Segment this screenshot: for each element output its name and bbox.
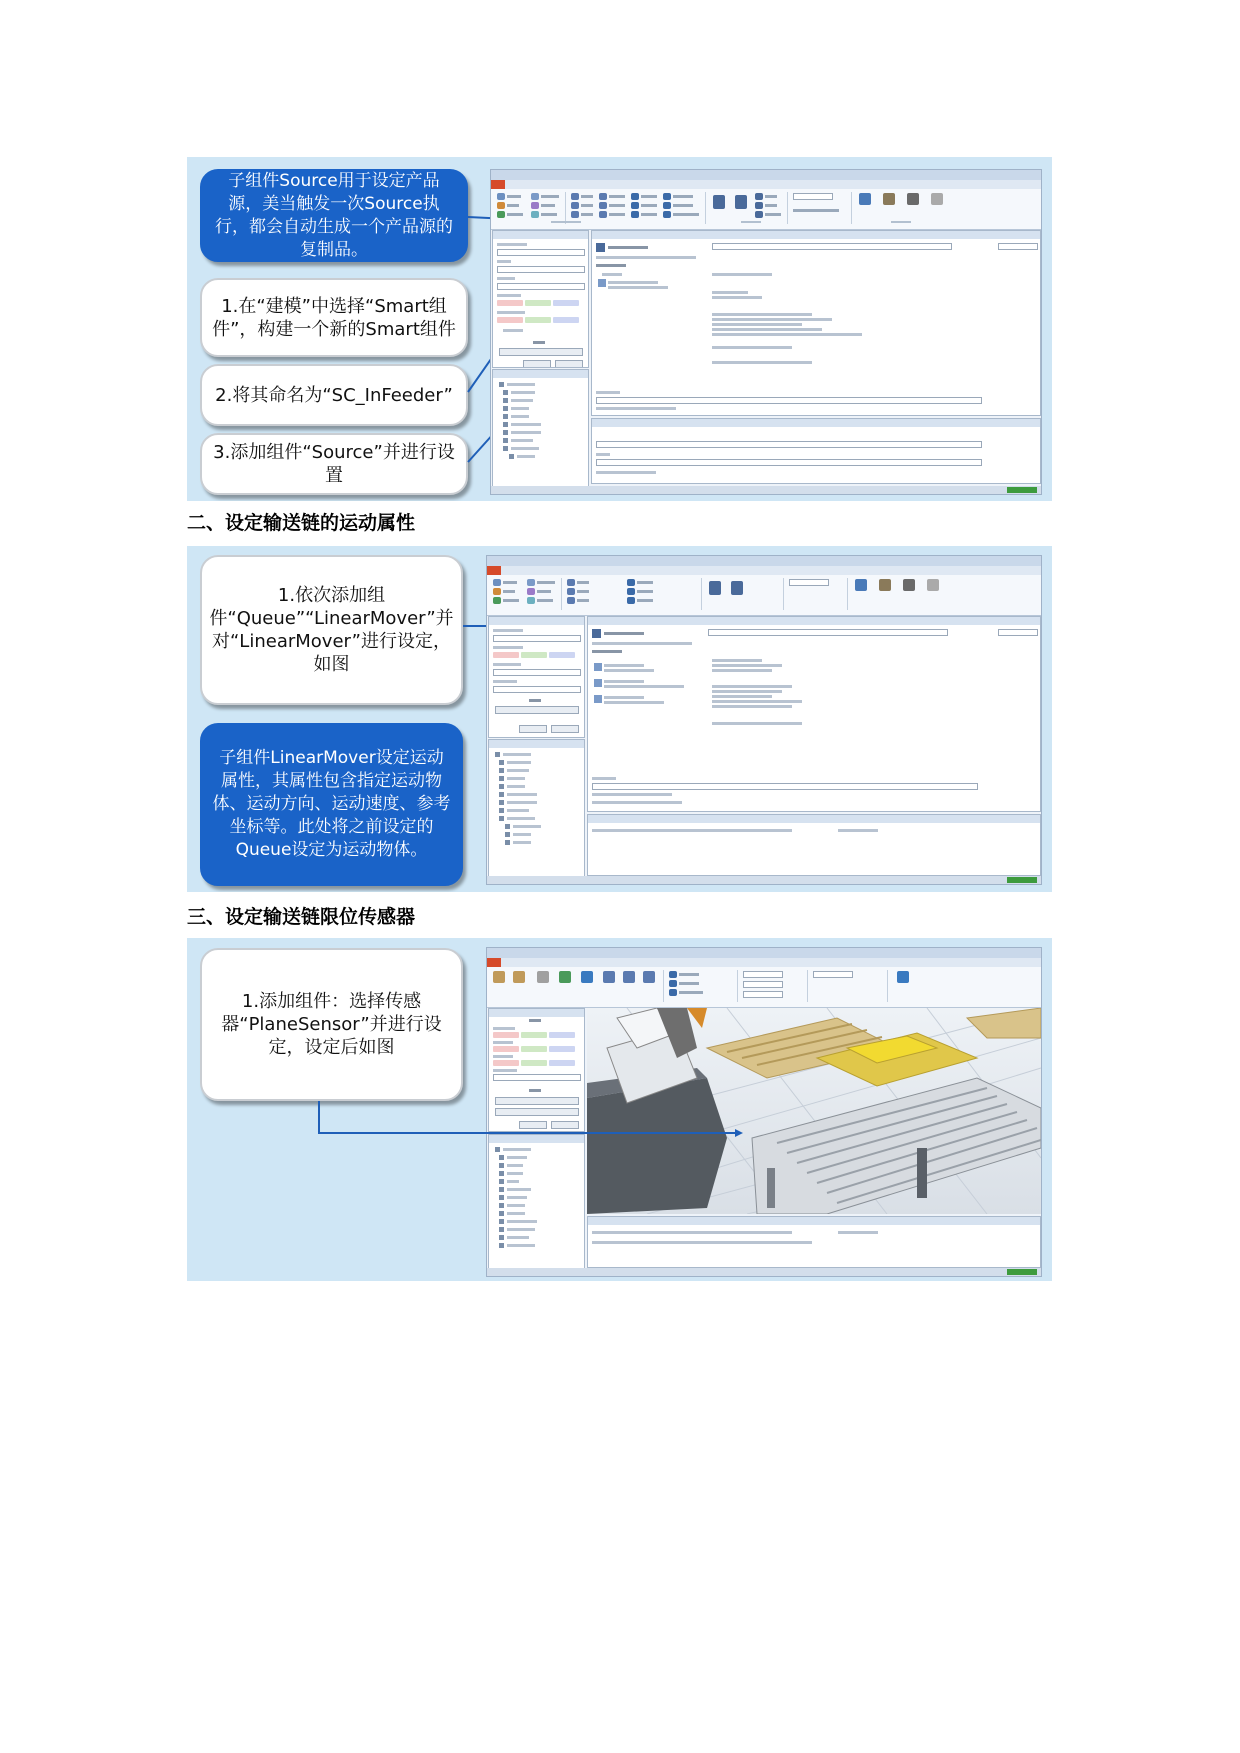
execute-button[interactable] <box>499 348 583 356</box>
step3-callout: 3.添加组件“Source”并进行设置 <box>200 433 468 495</box>
section-heading-3: 三、设定输送链限位传感器 <box>187 906 416 928</box>
close-button[interactable] <box>551 725 579 733</box>
ribbon-toolbar <box>491 189 1041 230</box>
execute-button[interactable] <box>495 706 579 714</box>
figure-3 <box>187 938 1052 1281</box>
ribbon-toolbar <box>487 575 1041 616</box>
file-tab[interactable] <box>491 180 505 189</box>
ribbon-tab[interactable] <box>532 566 546 575</box>
window-titlebar <box>491 170 1041 180</box>
close-button[interactable] <box>555 360 583 368</box>
figure-2 <box>187 546 1052 892</box>
window-titlebar <box>487 556 1041 566</box>
status-bar <box>491 486 1041 494</box>
apply-button[interactable] <box>519 725 547 733</box>
ribbon-tab[interactable] <box>507 180 521 189</box>
ribbon-tab[interactable] <box>536 180 550 189</box>
ribbon-tab[interactable] <box>516 566 530 575</box>
ribbon-tab[interactable] <box>546 566 560 575</box>
linearmover-callout: 子组件LinearMover设定运动属性，其属性包含指定运动物体、运动方向、运动速度、参考坐标等。此处将之前设定的Queue设定为运动物体。 <box>200 723 463 886</box>
output-panel <box>591 418 1041 484</box>
ribbon-tab[interactable] <box>520 180 534 189</box>
step1-callout: 1.依次添加组件“Queue”“LinearMover”并对“LinearMover”进行设定，如图 <box>200 555 463 705</box>
properties-panel <box>488 616 585 738</box>
file-tab[interactable] <box>487 566 501 575</box>
ribbon-tab[interactable] <box>503 566 517 575</box>
step2-callout: 2.将其命名为“SC_InFeeder” <box>200 364 468 426</box>
figure-1 <box>187 157 1052 501</box>
ribbon-tabs <box>491 180 1041 189</box>
status-bar <box>487 876 1041 884</box>
arrow-lines <box>187 938 1052 1281</box>
robotstudio-window-1 <box>490 169 1042 495</box>
source-callout: 子组件Source用于设定产品源，美当触发一次Source执行，都会自动生成一个产品源的复制品。 <box>200 169 468 262</box>
output-panel <box>587 814 1041 876</box>
layout-tree-panel <box>492 369 589 487</box>
ribbon-tab[interactable] <box>550 180 564 189</box>
step1-callout: 1.在“建模”中选择“Smart组件”，构建一个新的Smart组件 <box>200 278 468 357</box>
properties-panel <box>492 230 589 368</box>
robotstudio-window-2 <box>486 555 1042 885</box>
section-heading-2: 二、设定输送链的运动属性 <box>187 512 416 534</box>
smart-component-editor <box>587 616 1041 812</box>
step1-callout: 1.添加组件：选择传感器“PlaneSensor”并进行设定，设定后如图 <box>200 948 463 1101</box>
apply-button[interactable] <box>523 360 551 368</box>
ribbon-tabs <box>487 566 1041 575</box>
layout-tree-panel <box>488 739 585 877</box>
smart-component-editor <box>591 230 1041 416</box>
